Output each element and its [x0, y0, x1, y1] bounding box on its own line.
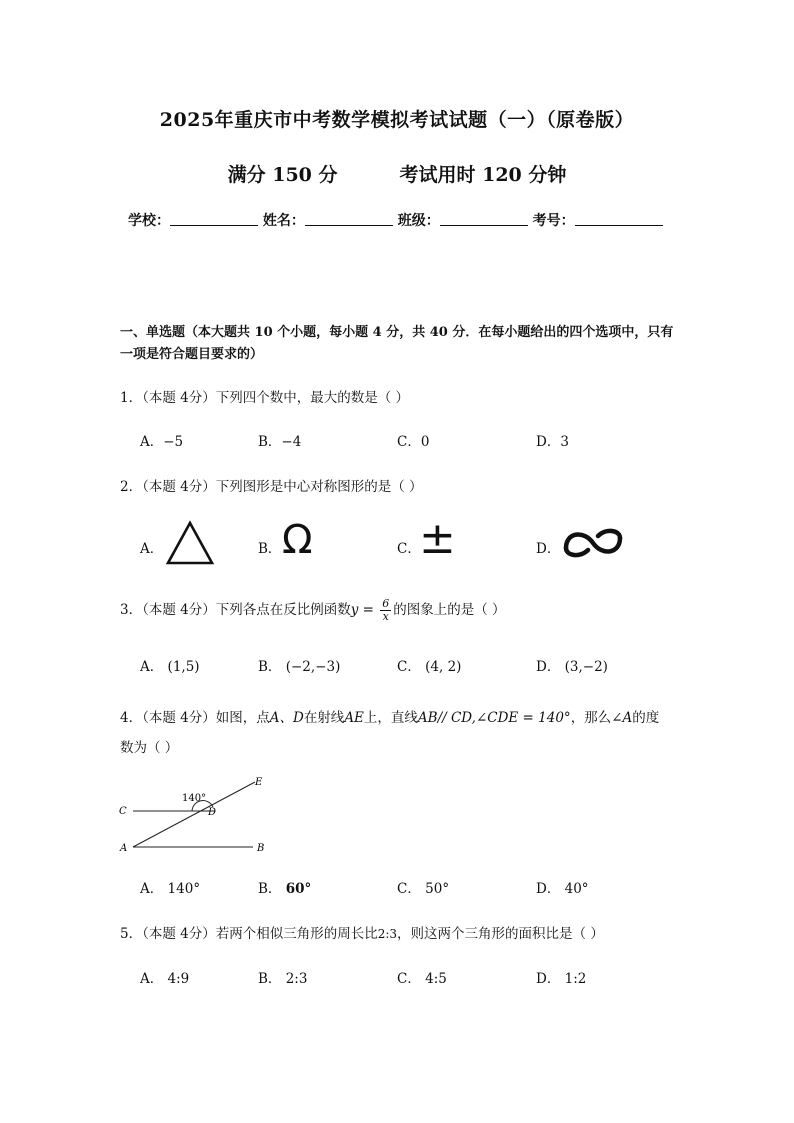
plus-minus-symbol[interactable]: ±: [419, 513, 456, 564]
school-blank[interactable]: [170, 212, 258, 226]
option-text: (3,−2): [564, 659, 608, 675]
stem-text: 的度: [632, 710, 660, 726]
q3-option-c[interactable]: [397, 655, 461, 675]
option-letter: B．: [258, 971, 282, 987]
option-text: 1:2: [564, 971, 587, 987]
option-text: 4:5: [425, 971, 447, 987]
question-5-stem: [120, 922, 604, 942]
option-letter: B．: [258, 659, 282, 675]
option-letter: A．: [140, 971, 164, 987]
exam-number-label: 考号：: [532, 213, 575, 229]
angle-figure: [115, 770, 285, 860]
angle-label: 140°: [182, 793, 207, 804]
point-c-label: C: [119, 806, 127, 817]
stem-text: 上，直线: [363, 710, 418, 726]
class-blank[interactable]: [440, 212, 528, 226]
exam-time: 考试用时 120 分钟: [399, 164, 567, 186]
stem-text: 在射线: [303, 710, 345, 726]
fraction-numerator: 6: [382, 597, 390, 610]
q3-option-d[interactable]: [536, 655, 608, 675]
exam-number-blank[interactable]: [575, 212, 663, 226]
q4-option-b[interactable]: [258, 877, 311, 897]
stem-text: 的图象上的是（ ）: [393, 602, 506, 618]
option-letter: C．: [397, 971, 421, 987]
option-letter: A．: [140, 659, 164, 675]
option-text: (4, 2): [425, 659, 462, 675]
stem-text: 4．（本题 4分）如图，点: [120, 710, 270, 726]
q4-option-d[interactable]: [536, 877, 589, 897]
option-text: (1,5): [167, 659, 200, 675]
section-heading: 一、单选题（本大题共 10 个小题，每小题 4 分，共 40 分．在每小题给出的四个选项中，只有一项是符合题目要求的）: [120, 325, 674, 362]
fraction-denominator: x: [382, 610, 389, 623]
q5-option-b[interactable]: [258, 967, 307, 987]
q5-option-d[interactable]: [536, 967, 586, 987]
option-letter: D．: [536, 971, 561, 987]
page-title: 2025年重庆市中考数学模拟考试试题（一）（原卷版）: [159, 109, 635, 131]
stem-text: 5．（本题 4分）若两个相似三角形的周长比: [120, 926, 378, 942]
class-label: 班级：: [397, 213, 440, 229]
option-text: 0: [420, 434, 430, 450]
point-a-label: A: [120, 843, 128, 854]
option-letter: B．: [258, 434, 282, 450]
stem-condition: AB// CD,∠CDE = 140°: [417, 710, 571, 726]
q2-option-d-label[interactable]: D．: [536, 541, 561, 557]
q5-option-c[interactable]: [397, 967, 447, 987]
option-letter: C．: [397, 659, 421, 675]
option-letter: B．: [258, 881, 282, 897]
q5-option-a[interactable]: [140, 967, 189, 987]
stem-ray: AE: [344, 710, 364, 726]
stem-angle: ∠A: [611, 710, 633, 726]
option-text: (−2,−3): [285, 659, 341, 675]
name-blank[interactable]: [305, 212, 393, 226]
q4-option-a[interactable]: [140, 877, 200, 897]
q1-option-a[interactable]: [140, 430, 183, 450]
question-1-stem: 1．（本题 4分）下列四个数中，最大的数是（ ）: [120, 390, 410, 406]
name-label: 姓名：: [262, 213, 305, 229]
question-4-stem-line-2: 数为（ ）: [120, 740, 179, 756]
stem-points: A、D: [269, 710, 304, 726]
q3-option-b[interactable]: [258, 655, 340, 675]
point-d-label: D: [208, 807, 217, 818]
option-text: 3: [560, 434, 569, 450]
student-info-row: [128, 210, 663, 230]
q2-option-a-label[interactable]: A．: [140, 541, 164, 557]
stem-text: 3．（本题 4分）下列各点在反比例函数: [120, 602, 351, 618]
infinity-s-icon[interactable]: [560, 526, 626, 560]
q1-option-d[interactable]: [536, 430, 569, 450]
question-3-stem: [120, 598, 506, 623]
ray-ae: [133, 782, 255, 847]
q1-option-b[interactable]: [258, 430, 301, 450]
full-score: 满分 150 分: [227, 164, 338, 186]
option-text: 60°: [285, 881, 312, 897]
stem-text: ，那么: [570, 710, 612, 726]
stem-ratio: 2:3: [377, 927, 398, 941]
option-text: −5: [163, 434, 184, 450]
option-letter: D．: [536, 434, 561, 450]
option-text: 140°: [167, 881, 201, 897]
option-text: 4:9: [167, 971, 190, 987]
point-b-label: B: [257, 843, 265, 854]
option-letter: C．: [397, 434, 421, 450]
q1-option-c[interactable]: [397, 430, 429, 450]
school-label: 学校：: [128, 213, 170, 229]
function-fraction: [380, 598, 391, 623]
option-text: 40°: [564, 881, 589, 897]
exam-meta: [0, 160, 794, 187]
function-lhs: y =: [350, 602, 379, 618]
option-letter: A．: [140, 434, 164, 450]
q2-option-c-label[interactable]: C．: [397, 541, 421, 557]
option-text: −4: [281, 434, 302, 450]
q2-option-b-label[interactable]: B．: [258, 541, 282, 557]
q3-option-a[interactable]: [140, 655, 200, 675]
q4-option-c[interactable]: [397, 877, 449, 897]
option-letter: A．: [140, 881, 164, 897]
option-letter: C．: [397, 881, 421, 897]
option-letter: D．: [536, 659, 561, 675]
stem-text: ，则这两个三角形的面积比是（ ）: [397, 926, 604, 942]
triangle-icon[interactable]: [165, 520, 215, 566]
omega-symbol[interactable]: Ω: [282, 517, 313, 563]
question-2-stem: 2．（本题 4分）下列图形是中心对称图形的是（ ）: [120, 479, 423, 495]
option-text: 2:3: [285, 971, 308, 987]
option-letter: D．: [536, 881, 561, 897]
option-text: 50°: [425, 881, 450, 897]
question-4-stem-line-1: [120, 706, 659, 726]
point-e-label: E: [255, 777, 263, 788]
